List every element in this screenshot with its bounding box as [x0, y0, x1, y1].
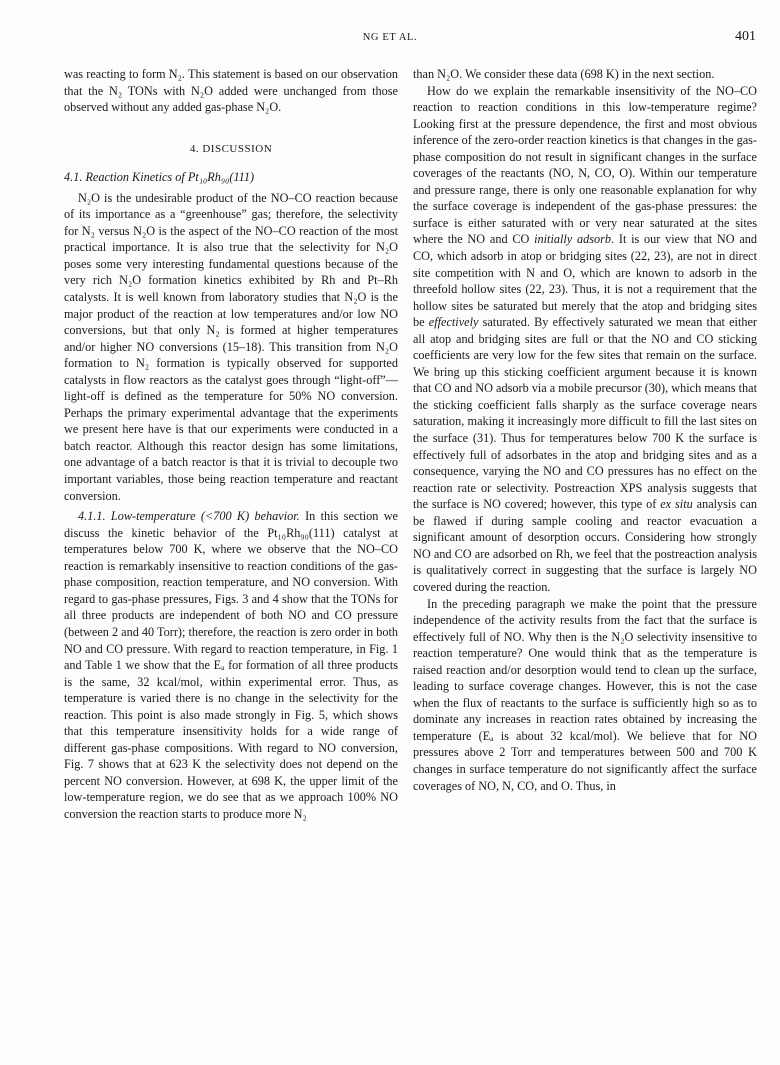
- section-heading: 4. DISCUSSION: [189, 142, 273, 155]
- paragraph-low-temperature-body: In this section we discuss the kinetic behavior of the Pt₁₀Rh₉₀(111) catalyst at temperatures below 700 K, where we observe that the NO–CO reaction is remarkably insensitive to reaction conditions of the gas-phase composition, reaction temperature, and NO conversion. With regard to gas-phase pressures, Figs. 3 and 4 show that the TONs for all three products are independent of both NO and CO pressure (between 2 and 40 Torr); therefore, the reaction is zero order in both NO and CO pressure. With regard to reaction temperature, in Fig. 1 and Table 1 we show that the Eₐ for formation of all three products is the same, 32 kcal/mol, within experimental error. Thus, as temperature is varied there is no change in the selectivity for the reaction. This point is also made strongly in Fig. 5, which shows that this temperature insensitivity holds for a wide range of different gas-phase compositions. With regard to NO conversion, Fig. 7 shows that at 623 K the selectivity does not depend on the percent NO conversion. However, at 698 K, the upper limit of the low-temperature region, we do see that as we approach 100% NO conversion the reaction starts to produce more N₂: [64, 509, 398, 821]
- paragraph-insensitivity: [413, 83, 757, 596]
- subsection-heading: 4.1. Reaction Kinetics of Pt₁₀Rh₉₀(111): [64, 170, 255, 185]
- paragraph-continuation-right: than N₂O. We consider these data (698 K) in the next section.: [413, 67, 715, 81]
- italic-emphasis: effectively: [428, 315, 479, 330]
- text-run: How do we explain the remarkable insensitivity of the NO–CO reaction to reaction conditions in this low-temperature regime? Looking first at the pressure dependence, the first and most obvious inference of the zero-order reaction kinetics is that changes in the gas-phase composition do not result in significant changes in the surface coverages of the reactants (NO, N, CO, O). Within our temperature and pressure range, there is only one reasonable explanation for why the surface coverage is independent of the gas-phase pressures: the surface is either saturated with or very near saturated at the sites where the NO and CO: [413, 83, 757, 247]
- left-column: [64, 66, 398, 823]
- page-number: 401: [735, 29, 756, 44]
- text-run: saturated. By effectively saturated we mean that either all atop and bridging sites are full or that the NO and CO sticking coefficients are very low for the few sites that remain on the surface. We bring up this sticking coefficient argument because it is known that CO and NO adsorb via a mobile precursor (30), which means that the sticking coefficient falls sharply as the surface coverage nears saturation, making it increasingly more difficult to fill the last sites on the surface (31). Thus for temperatures below 700 K the surface is effectively full of adsorbates in the atop and bridging sites and as a consequence, varying the NO and CO pressures has no effect on the reaction rate or selectivity. Postreaction XPS analysis suggests that the surface is NO covered; however, this type of: [413, 315, 758, 512]
- text-run: analysis can be flawed if during sample cooling and reactor evacuation a significant amount of desorption occurs. Considering how strongly NO and CO are adsorbed on Rh, we feel that the postreaction analysis is qualitatively correct in suggesting that the surface is largely NO covered during the reaction.: [413, 497, 758, 594]
- italic-emphasis: initially adsorb: [534, 232, 612, 247]
- italic-emphasis: ex situ: [660, 497, 693, 512]
- paragraph-low-temperature: [64, 508, 398, 822]
- run-in-heading: 4.1.1. Low-temperature (<700 K) behavior.: [78, 509, 300, 524]
- right-column: [413, 66, 757, 794]
- text-run: . It is our view that NO and CO, which adsorb in atop or bridging sites (22, 23), are not in direct site competition with N and O, which are known to adsorb in the threefold hollow sites (22, 23). Thus, it is not a requirement that the hollow sites be saturated but merely that the atop and bridging sites be: [413, 232, 758, 330]
- page-header: [0, 28, 780, 48]
- paragraph-temperature: In the preceding paragraph we make the point that the pressure independence of the activity results from the fact that the surface is effectively full of NO. Why then is the N₂O selectivity insensitive to reaction temperature? One would think that as the temperature is raised reaction and/or desorption would tend to clean up the surface, leading to surface coverage changes. However, this is not the case when the flux of reactants to the surface is sufficiently high so as to dominate any increases in reaction rates obtained by increasing the temperature (Eₐ is about 32 kcal/mol). We believe that for NO pressures above 2 Torr and temperatures between 500 and 700 K changes in surface temperature do not significantly affect the surface coverages of NO, N, CO, and O. Thus, in: [413, 596, 757, 793]
- running-head: NG ET AL.: [362, 32, 418, 43]
- paragraph-continuation: was reacting to form N₂. This statement is based on our observation that the N₂ TONs with N₂O added were unchanged from those observed without any added gas-phase N₂O.: [64, 67, 398, 115]
- paragraph-intro: N₂O is the undesirable product of the NO–CO reaction because of its importance as a “greenhouse” gas; therefore, the selectivity for N₂ versus N₂O is the aspect of the NO–CO reaction of the most practical importance. It is also true that the selectivity for N₂O poses some very interesting fundamental questions because of the very rich N₂O formation kinetics exhibited by Rh and Pt–Rh catalysts. It is well known from laboratory studies that N₂O is the major product of the reaction at low temperatures and/or low NO conversions, but that only N₂ is formed at higher temperatures and/or higher NO conversions (15–18). This transition from N₂O formation to N₂ formation is typically observed for supported catalysts in flow reactors as the catalyst goes through “light-off”—light-off is defined as the temperature for 50% NO conversion. Perhaps the primary experimental advantage that the experiments we present here have is that our experiments were conducted in a batch reactor. Although this reactor design has some limitations, one advantage of a batch reactor is that it is trivial to decouple two important variables, those being reaction temperature and reactant conversion.: [64, 190, 398, 503]
